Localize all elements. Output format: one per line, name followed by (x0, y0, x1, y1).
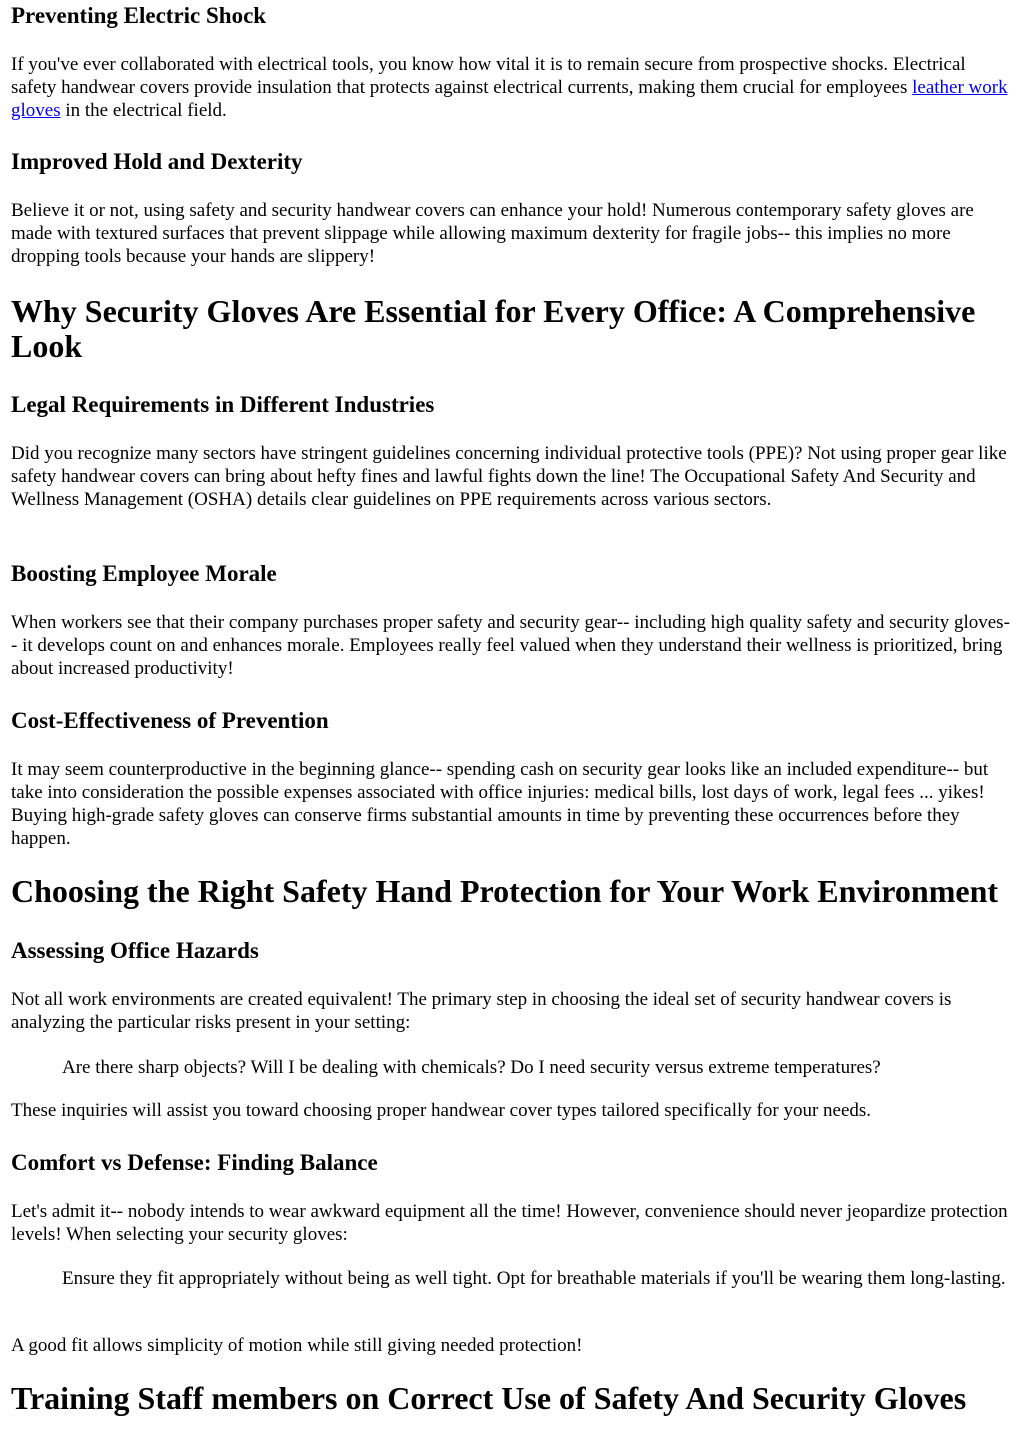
leather-work-gloves-link[interactable]: leather work gloves (11, 77, 1008, 121)
paragraph-legal-requirements: Did you recognize many sectors have stringent guidelines concerning individual protective tools (PPE)? Not using proper gear like safety handwear covers can bring about hefty fines and lawful fights down the line! The Occupational Safety And Security and Wellness Management (OSHA) details clear guidelines on PPE requirements across various sectors. (11, 443, 1007, 510)
paragraph-inquiries: These inquiries will assist you toward choosing proper handwear cover types tailored specifically for your needs. (11, 1100, 872, 1121)
section-title-why-security-gloves: Why Security Gloves Are Essential for Every Office: A Comprehensive Look (11, 293, 976, 364)
heading-legal-requirements: Legal Requirements in Different Industries (11, 392, 435, 417)
paragraph-electric-shock (11, 53, 1014, 122)
paragraph-cost-effectiveness: It may seem counterproductive in the beginning glance-- spending cash on security gear looks like an included expenditure-- but take into consideration the possible expenses associated with office injuries: medical bills, lost days of work, legal fees ... yikes! Buying high-grade safety gloves can conserve firms substantial amounts in time by preventing these occurrences before they happen. (11, 759, 989, 849)
paragraph-good-fit: A good fit allows simplicity of motion while still giving needed protection! (11, 1335, 583, 1356)
paragraph-improved-hold: Believe it or not, using safety and security handwear covers can enhance your hold! Numerous contemporary safety gloves are made with textured surfaces that prevent slippage while allowing maximum dexterity for fragile jobs-- this implies no more dropping tools because your hands are slippery! (11, 200, 974, 267)
section-title-choosing-right-protection: Choosing the Right Safety Hand Protection for Your Work Environment (11, 873, 999, 909)
paragraph-comfort-vs-defense: Let's admit it-- nobody intends to wear awkward equipment all the time! However, convenience should never jeopardize protection levels! When selecting your security gloves: (11, 1201, 1008, 1245)
heading-preventing-electric-shock: Preventing Electric Shock (11, 3, 267, 28)
heading-comfort-vs-defense: Comfort vs Defense: Finding Balance (11, 1150, 378, 1175)
section-title-training-staff: Training Staff members on Correct Use of Safety And Security Gloves (11, 1380, 967, 1416)
heading-cost-effectiveness: Cost-Effectiveness of Prevention (11, 708, 329, 733)
paragraph-text: in the electrical field. (60, 100, 227, 121)
paragraph-text: If you've ever collaborated with electrical tools, you know how vital it is to remain secure from prospective shocks. Electrical safety handwear covers provide insulation that protects against electrical currents, making them crucial for employees (11, 54, 966, 98)
blockquote-fit-advice: Ensure they fit appropriately without being as well tight. Opt for breathable materials if you'll be wearing them long-lasting. (62, 1268, 1006, 1289)
heading-assessing-hazards: Assessing Office Hazards (11, 938, 259, 963)
heading-boosting-morale: Boosting Employee Morale (11, 561, 277, 586)
blockquote-hazard-questions: Are there sharp objects? Will I be dealing with chemicals? Do I need security versus extreme temperatures? (62, 1057, 881, 1078)
paragraph-boosting-morale: When workers see that their company purchases proper safety and security gear-- including high quality safety and security gloves-- it develops count on and enhances morale. Employees really feel valued when they understand their wellness is prioritized, bring about increased productivity! (11, 612, 1010, 679)
heading-improved-hold: Improved Hold and Dexterity (11, 149, 303, 174)
paragraph-assessing-hazards: Not all work environments are created equivalent! The primary step in choosing the ideal set of security handwear covers is analyzing the particular risks present in your setting: (11, 989, 952, 1033)
